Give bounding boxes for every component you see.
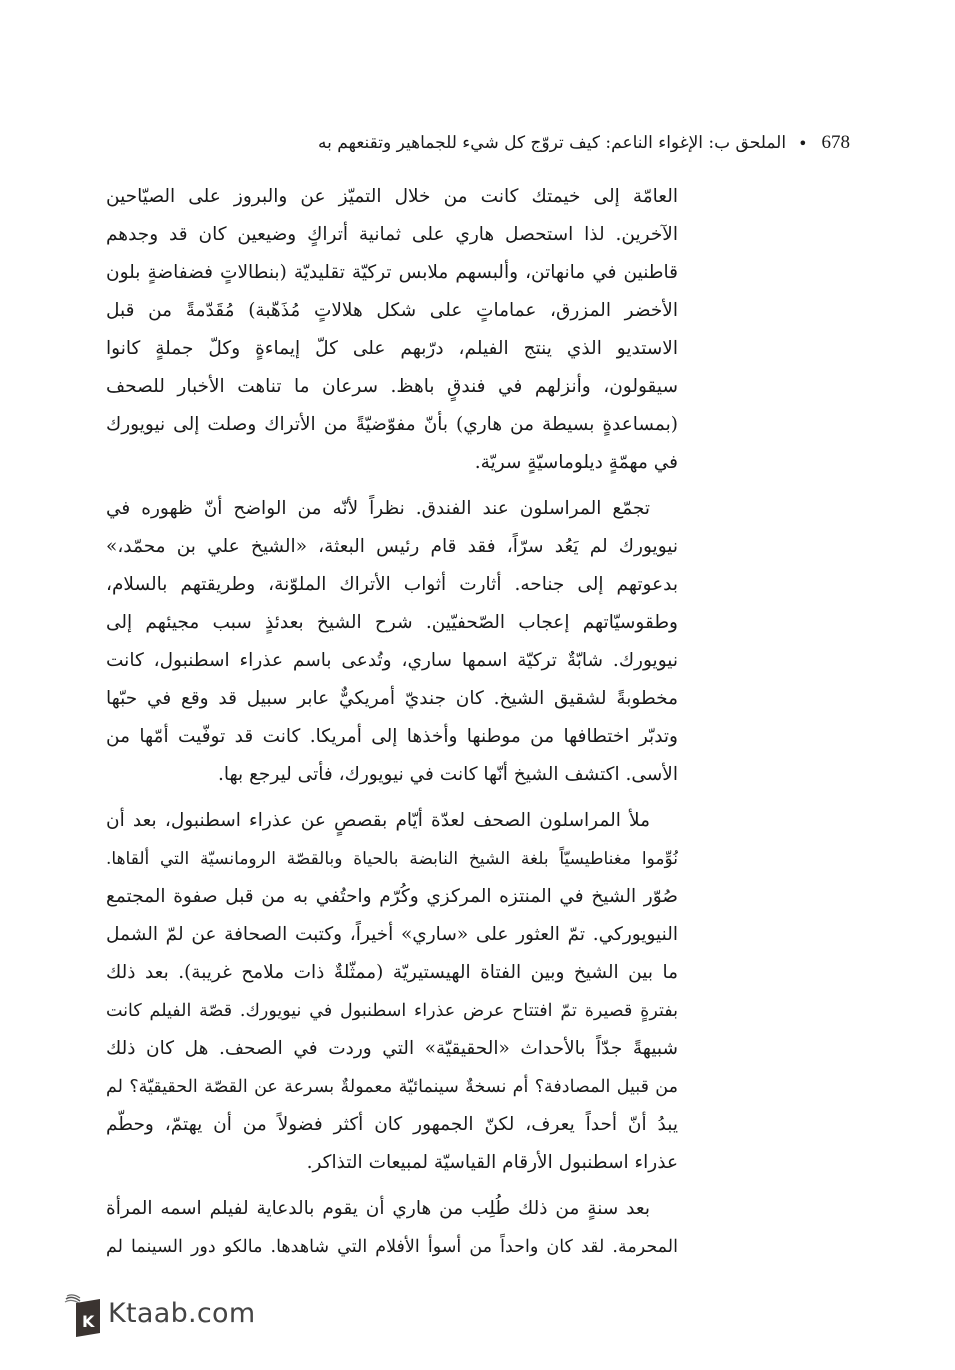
text-line: وطقوسيّاتهم إعجاب الصّحفيّين. شرح الشيخ بعدئذٍ سبب مجيئهم إلى [106, 612, 678, 633]
text-line: الاستديو الذي ينتج الفيلم، درّبهم على كلّ إيماءةٍ وكلّ جملةٍ كانوا [106, 338, 678, 359]
text-line: العامّة إلى خيمتك كانت من خلال التميّز عن والبروز على الصيّاحين [106, 186, 678, 207]
text-line: النيويوركي. تمّ العثور على «ساري» أخيراً، وكتبت الصحافة عن لمّ الشمل [106, 924, 678, 945]
text-line: ملأ المراسلون الصحف لعدّة أيّام بقصصٍ عن عذراء اسطنبول، بعد أن [106, 810, 650, 831]
running-header [278, 128, 850, 158]
text-line: بعد سنةٍ من ذلك طُلِب من هاري أن يقوم بالدعاية لفيلم اسمه المرأة [106, 1198, 650, 1219]
paragraph [106, 802, 678, 1182]
text-line: قاطنين في مانهاتن، وألبسهم ملابس تركيّة تقليديّة (بنطالاتٍ فضفاضةٍ بلون [106, 262, 678, 283]
text-line: الأخضر المزرق، عماماتٍ على شكل هلالاتٍ مُذَهّبة) مُقَدّمةً من قبل [106, 300, 678, 321]
text-line: نيويورك. شابّةٌ تركيّة اسمها ساري، وتُدعى باسم عذراء اسطنبول، كانت [106, 650, 678, 671]
paragraph [106, 490, 678, 794]
text-line: مخطوبةً لشقيق الشيخ. كان جنديّ أمريكيٌّ عابر سبيل قد وقع في حبّها [106, 688, 678, 709]
body-text [106, 178, 678, 1266]
text-line: ما بين الشيخ وبين الفتاة الهيستيريّة (ممثّلةٌ ذات ملامح غريبة). بعد ذلك [106, 962, 678, 983]
text-line: المحرمة. لقد كان واحداً من أسوأ الأفلام التي شاهدها. مالكو دور السينما لم [106, 1237, 678, 1257]
text-line: بفترةٍ قصيرة تمّ افتتاح عرض عذراء اسطنبول في نيويورك. قصّة الفيلم كانت [106, 1001, 678, 1021]
text-line: الآخرين. لذا استحصل هاري على ثمانية أتراكٍ وضيعين كان قد وجدهم [106, 224, 678, 245]
text-line: سيقولون، وأنزلهم في فندقٍ باهظ. سرعان ما تناهت الأخبار للصحف [106, 376, 678, 397]
page-number: 678 [821, 132, 850, 153]
svg-text:K: K [82, 1312, 95, 1331]
running-title: الملحق ب: الإغواء الناعم: كيف تروّج كل شيء للجماهير وتقنعهم به [317, 133, 787, 153]
book-logo-icon [62, 1293, 98, 1333]
header-bullet: • [798, 133, 808, 153]
text-line: نيويورك لم يَعُد سرّاً، فقد قام رئيس البعثة، «الشيخ علي بن محمّد،» [106, 536, 678, 557]
text-line: بدعوتهم إلى جناحه. أثارت أثواب الأتراك الملوّنة، وطريقتهم بالسلام، [106, 574, 678, 595]
text-line: وتدبّر اختطافها من موطنها وأخذها إلى أمريكا. كانت قد توفّيت أمّها من [106, 726, 678, 747]
text-line: من قبيل المصادفة؟ أم نسخةٌ سينمائيّة معمولةٌ بسرعة عن القصّة الحقيقيّة؟ لم [106, 1077, 678, 1097]
ktaab-logo [62, 1293, 255, 1333]
text-line: عذراء اسطنبول الأرقام القياسيّة لمبيعات التذاكر. [306, 1152, 678, 1173]
logo-wordmark: Ktaab.com [108, 1297, 256, 1329]
text-line: (بمساعدةٍ بسيطة من هاري) بأنّ مفوّضيّةً من الأتراك وصلت إلى نيويورك [106, 414, 678, 435]
text-line: نُوِّموا مغناطيسيّاً بلغة الشيخ النابضة بالحياة وبالقصّة الرومانسيّة التي ألقاها. [106, 849, 678, 869]
text-line: في مهمّةٍ ديلوماسيّةٍ سريّة. [474, 452, 678, 473]
text-line: تجمّع المراسلون عند الفندق. نظراً لأنّه من الواضح أنّ ظهوره في [106, 498, 650, 519]
text-line: صُوّر الشيخ في المنتزه المركزي وكُرّم واحتُفي به من قبل صفوة المجتمع [106, 886, 678, 907]
text-line: الأسى. اكتشف الشيخ أنّها كانت في نيويورك، فأتى ليرجع بها. [218, 764, 678, 785]
text-line: شبيهةً جدّاً بالأحداث «الحقيقيّة» التي وردت في الصحف. هل كان ذلك [106, 1038, 678, 1059]
text-line: يبدُ أنّ أحداً يعرف، لكنّ الجمهور كان أكثر فضولاً من أن يهتمّ، وحطّم [106, 1114, 678, 1135]
paragraph [106, 1190, 678, 1266]
paragraph [106, 178, 678, 482]
